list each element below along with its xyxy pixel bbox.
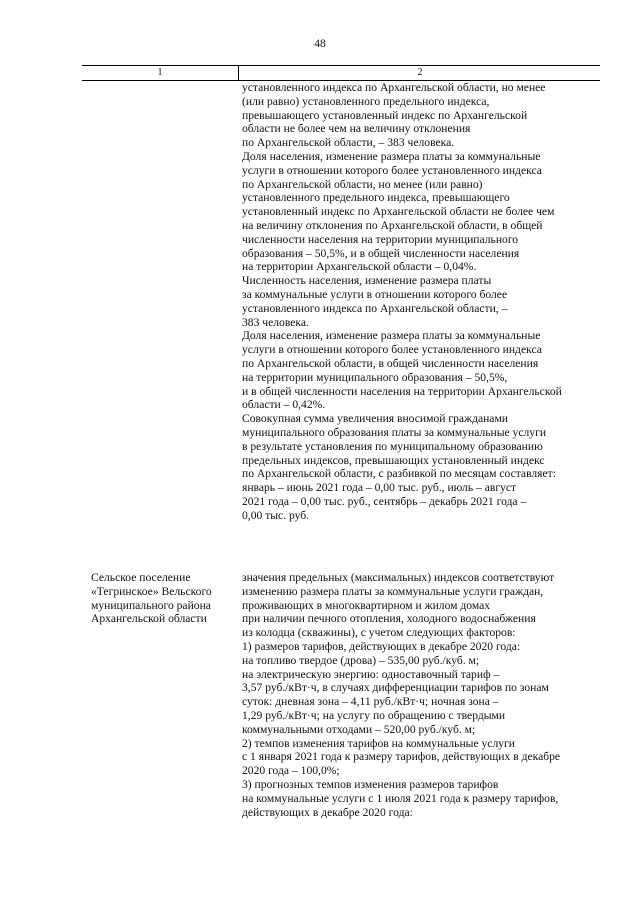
row1-text-line: на территории муниципального образования – 50,5%, bbox=[242, 370, 508, 384]
municipality-name-line: Сельское поселение bbox=[91, 571, 191, 584]
page-number: 48 bbox=[314, 38, 326, 50]
row1-text-line: муниципального образования платы за коммунальные услуги bbox=[242, 425, 547, 439]
row1-text-line: январь – июнь 2021 года – 0,00 тыс. руб., июль – август bbox=[242, 481, 517, 495]
row1-text-line: установленный индекс по Архангельской области не более чем bbox=[242, 205, 555, 219]
row2-text-line: действующих в декабре 2020 года: bbox=[242, 805, 413, 819]
row1-text-line: установленного индекса по Архангельской области, – bbox=[242, 301, 508, 315]
row2-description bbox=[242, 571, 560, 819]
row1-text-line: предельных индексов, превышающих установленный индекс bbox=[242, 453, 545, 467]
row1-text-line: Доля населения, изменение размера платы за коммунальные bbox=[242, 149, 541, 163]
table-header-col-1: 1 bbox=[157, 67, 163, 78]
row2-text-line: проживающих в многоквартирном и жилом домах bbox=[242, 598, 491, 612]
row1-text-line: в результате установления по муниципальному образованию bbox=[242, 439, 543, 453]
row1-text-line: установленного предельного индекса, превышающего bbox=[242, 191, 510, 205]
row1-text-line: на величину отклонения по Архангельской области, в общей bbox=[242, 218, 543, 232]
municipality-name-line: «Тегринское» Вельского bbox=[91, 584, 212, 598]
row2-text-line: 2020 года – 100,0%; bbox=[242, 764, 340, 778]
row1-text-line: области – 0,42%. bbox=[242, 398, 326, 412]
row1-text-line: Доля населения, изменение размера платы за коммунальные bbox=[242, 329, 541, 343]
row2-text-line: коммунальными отходами – 520,00 руб./куб. м; bbox=[242, 722, 476, 736]
table-header-col-2: 2 bbox=[238, 66, 601, 80]
row1-text-line: по Архангельской области, с разбивкой по месяцам составляет: bbox=[242, 467, 556, 481]
row1-text-line: по Архангельской области, – 383 человека. bbox=[242, 136, 455, 150]
row1-text-line: и в общей численности населения на территории Архангельской bbox=[242, 384, 562, 398]
row2-text-line: суток: дневная зона – 4,11 руб./кВт·ч; ночная зона – bbox=[242, 695, 499, 709]
row2-text-line: на электрическую энергию: одноставочный тариф – bbox=[242, 667, 500, 681]
row2-text-line: 2) темпов изменения тарифов на коммунальные услуги bbox=[242, 736, 515, 750]
row1-text-line: Совокупная сумма увеличения вносимой гражданами bbox=[242, 412, 508, 426]
row2-text-line: 3,57 руб./кВт·ч, в случаях дифференциации тарифов по зонам bbox=[242, 681, 549, 695]
row1-text-line: за коммунальные услуги в отношении которого более bbox=[242, 287, 508, 301]
row2-text-line: с 1 января 2021 года к размеру тарифов, действующих в декабре bbox=[242, 750, 561, 764]
row1-text-line: услуги в отношении которого более установленного индекса bbox=[242, 163, 542, 177]
row1-text-line: услуги в отношении которого более установленного индекса bbox=[242, 343, 542, 357]
row2-text-line: на коммунальные услуги с 1 июля 2021 года к размеру тарифов, bbox=[242, 791, 559, 805]
row1-description bbox=[242, 81, 562, 523]
row1-text-line: 2021 года – 0,00 тыс. руб., сентябрь – декабрь 2021 года – bbox=[242, 494, 527, 508]
row1-text-line: на территории Архангельской области – 0,04%. bbox=[242, 260, 477, 274]
row1-text-line: превышающего установленный индекс по Архангельской bbox=[242, 108, 528, 122]
row1-text-line: 0,00 тыс. руб. bbox=[242, 508, 310, 522]
row2-text-line: из колодца (скважины), с учетом следующих факторов: bbox=[242, 626, 516, 640]
row1-text-line: по Архангельской области, но менее (или равно) bbox=[242, 177, 483, 191]
row1-text-line: 383 человека. bbox=[242, 315, 309, 329]
row2-text-line: 1,29 руб./кВт·ч; на услугу по обращению с твердыми bbox=[242, 708, 506, 722]
row2-text-line: 1) размеров тарифов, действующих в декабре 2020 года: bbox=[242, 639, 521, 653]
row1-text-line: образования – 50,5%, и в общей численности населения bbox=[242, 246, 520, 260]
row2-text-line: изменению размера платы за коммунальные услуги граждан, bbox=[242, 584, 544, 598]
row1-text-line: области не более чем на величину отклонения bbox=[242, 122, 471, 136]
municipality-name-line: муниципального района bbox=[91, 598, 211, 612]
row1-text-line: численности населения на территории муниципального bbox=[242, 232, 519, 246]
row2-text-line: на топливо твердое (дрова) – 535,00 руб./куб. м; bbox=[242, 653, 480, 667]
row1-text-line: установленного индекса по Архангельской области, но менее bbox=[242, 81, 546, 94]
row1-text-line: по Архангельской области, в общей численности населения bbox=[242, 356, 539, 370]
municipality-name-line: Архангельской области bbox=[91, 612, 207, 626]
row2-text-line: при наличии печного отопления, холодного водоснабжения bbox=[242, 612, 536, 626]
row1-text-line: (или равно) установленного предельного индекса, bbox=[242, 94, 490, 108]
row1-text-line: Численность населения, изменение размера платы bbox=[242, 274, 492, 288]
row2-municipality-name bbox=[91, 571, 212, 626]
table-header-row bbox=[82, 65, 600, 81]
row2-text-line: 3) прогнозных темпов изменения размеров тарифов bbox=[242, 777, 499, 791]
row2-text-line: значения предельных (максимальных) индексов соответствуют bbox=[242, 571, 555, 584]
